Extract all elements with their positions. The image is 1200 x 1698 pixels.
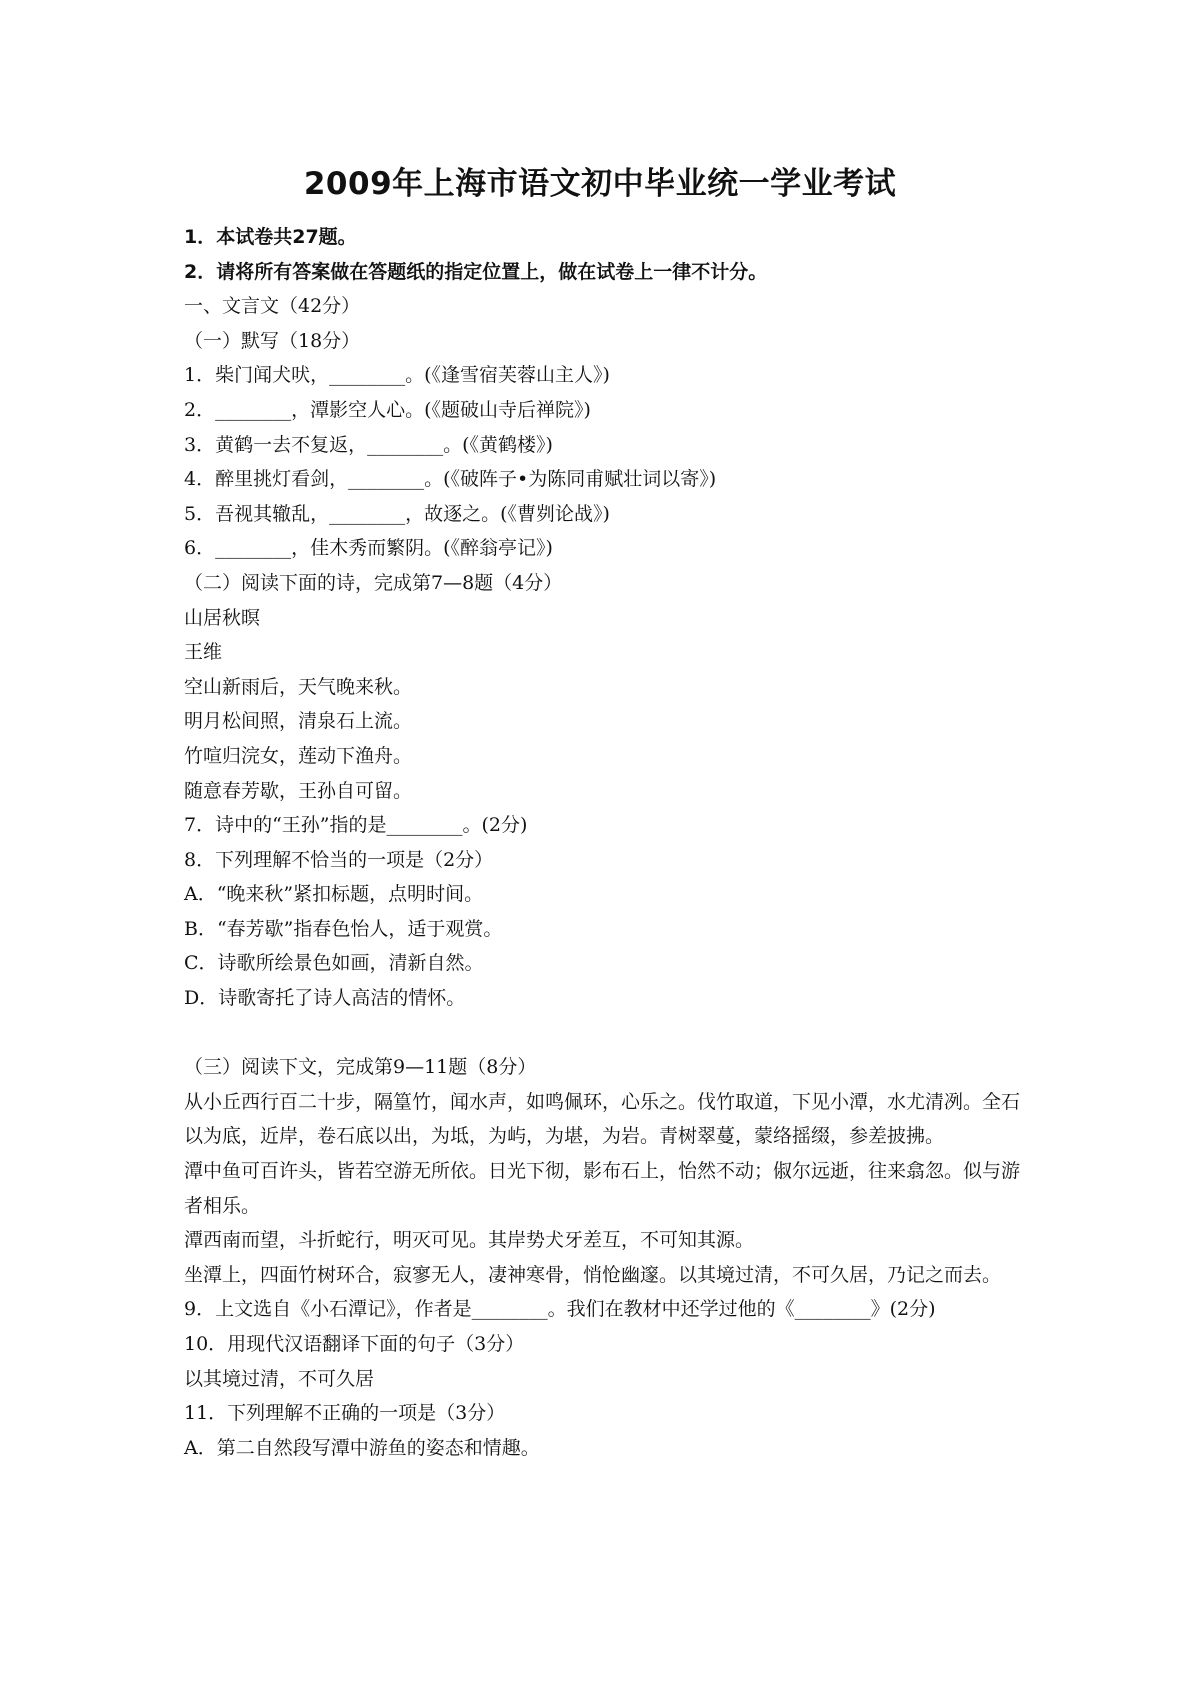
- q8-option: D．诗歌寄托了诗人高洁的情怀。: [184, 987, 466, 1010]
- poem-line: 明月松间照，清泉石上流。: [184, 710, 413, 733]
- question-9: 9．上文选自《小石潭记》，作者是________。我们在教材中还学过他的《________》(2分): [184, 1298, 936, 1321]
- q8-option: B．“春芳歇”指春色怡人，适于观赏。: [184, 917, 503, 940]
- q11-option: A．第二自然段写潭中游鱼的姿态和情趣。: [184, 1436, 540, 1459]
- dictation-item: 4．醉里挑灯看剑，________。(《破阵子•为陈同甫赋壮词以寄》): [184, 468, 717, 491]
- question-11: 11．下列理解不正确的一项是（3分）: [184, 1402, 506, 1425]
- dictation-item: 1．柴门闻犬吠，________。(《逢雪宿芙蓉山主人》): [184, 364, 610, 387]
- dictation-item: 6．________，佳木秀而繁阴。(《醉翁亭记》): [184, 537, 553, 560]
- passage-paragraph: 从小丘西行百二十步，隔篁竹，闻水声，如鸣佩环，心乐之。伐竹取道，下见小潭，水尤清冽。全石以为底，近岸，卷石底以出，为坻，为屿，为堪，为岩。青树翠蔓，蒙络摇缀，参差披拂。: [184, 1090, 1021, 1148]
- poem-line: 竹喧归浣女，莲动下渔舟。: [184, 744, 413, 767]
- poem-author: 王维: [184, 641, 223, 664]
- question-8: 8．下列理解不恰当的一项是（2分）: [184, 848, 494, 871]
- question-10: 10．用现代汉语翻译下面的句子（3分）: [184, 1333, 525, 1355]
- poem-title: 山居秋暝: [184, 606, 261, 629]
- dictation-item: 3．黄鹤一去不复返，________。(《黄鹤楼》): [184, 433, 553, 456]
- part2-heading: （二）阅读下面的诗，完成第7—8题（4分）: [184, 571, 563, 594]
- section-heading: 一、文言文（42分）: [184, 295, 361, 318]
- passage-paragraph: 坐潭上，四面竹树环合，寂寥无人，凄神寒骨，悄怆幽邃。以其境过清，不可久居，乃记之而去。: [184, 1263, 1002, 1286]
- dictation-item: 2．________，潭影空人心。(《题破山寺后禅院》): [184, 398, 591, 421]
- question-7: 7．诗中的“王孙”指的是________。(2分): [184, 814, 528, 837]
- notice-1: 1．本试卷共27题。: [184, 226, 357, 248]
- q8-option: A．“晚来秋”紧扣标题，点明时间。: [184, 883, 484, 906]
- part3-heading: （三）阅读下文，完成第9—11题（8分）: [184, 1056, 537, 1079]
- poem-line: 空山新雨后，天气晚来秋。: [184, 675, 413, 698]
- exam-body: [184, 220, 1024, 1465]
- passage-paragraph: 潭西南而望，斗折蛇行，明灭可见。其岸势犬牙差互，不可知其源。: [184, 1229, 755, 1252]
- notice-2: 2．请将所有答案做在答题纸的指定位置上，做在试卷上一律不计分。: [184, 260, 768, 283]
- dictation-item: 5．吾视其辙乱，________，故逐之。(《曹刿论战》): [184, 502, 610, 525]
- poem-line: 随意春芳歇，王孙自可留。: [184, 779, 413, 802]
- exam-title: 2009年上海市语文初中毕业统一学业考试: [303, 166, 897, 202]
- q10-sentence: 以其境过清，不可久居: [184, 1367, 375, 1390]
- passage-paragraph: 潭中鱼可百许头，皆若空游无所依。日光下彻，影布石上，怡然不动；俶尔远逝，往来翕忽。似与游者相乐。: [184, 1160, 1021, 1217]
- blank-line: [184, 1016, 1024, 1051]
- part1-heading: （一）默写（18分）: [184, 329, 361, 352]
- q8-option: C．诗歌所绘景色如画，清新自然。: [184, 952, 484, 975]
